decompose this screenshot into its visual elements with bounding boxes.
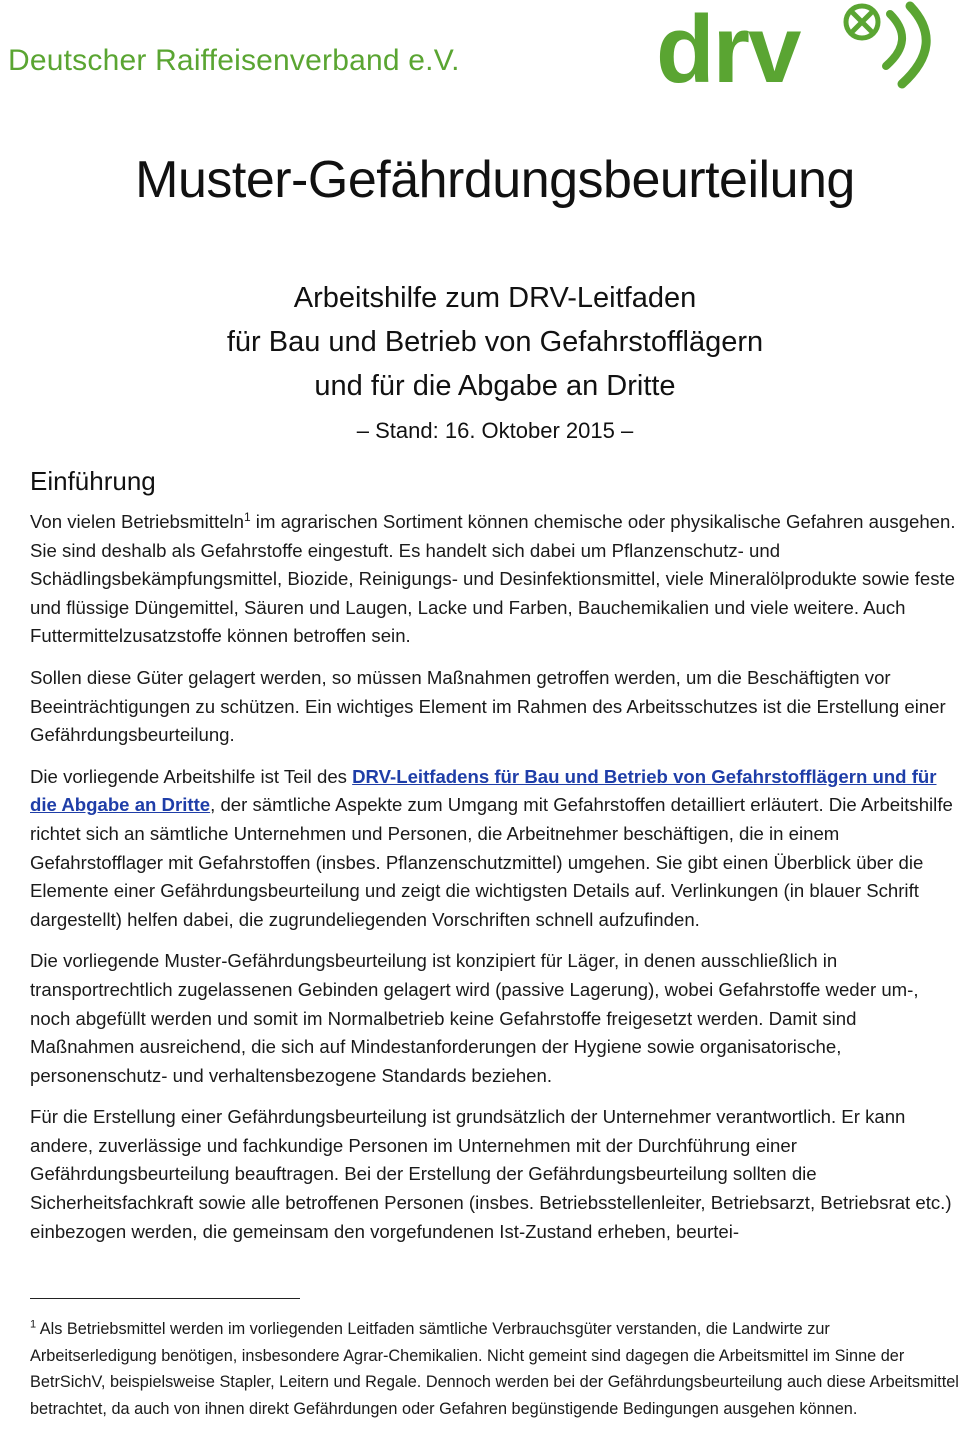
subtitle-line-1: Arbeitshilfe zum DRV-Leitfaden [293, 282, 697, 314]
paragraph-1-rest: im agrarischen Sortiment können chemische oder physikalische Gefahren ausgehen. Sie sind deshalb als Gefahrstoffe eingestuft. Es handelt sich dabei um Pflanzenschutz- und Schädlingsbekämpfungsmittel, Biozide, Reinigungs- und Desinfektionsmittel, viele Mineralölprodukte sowie feste und flüssige Düngemittel, Säuren und Laugen, Lacke und Farben, Bauchemikalien und viele weitere. Auch Futtermittelzusatzstoffe können betroffen sein. [30, 511, 956, 647]
body-text [30, 508, 960, 1259]
footnote-text: Als Betriebsmittel werden im vorliegenden Leitfaden sämtliche Verbrauchsgüter verstanden, die Landwirte zur Arbeitserledigung benötigen, insbesondere Agrar-Chemikalien. Nicht gemeint sind dagegen die Arbeitsmittel im Sinne der BetrSichV, beispielsweise Stapler, Leitern und Regale. Dennoch werden bei der Gefährdungsbeurteilung auch diese Arbeitsmittel betrachtet, da auch von ihnen direkt Gefährdungen oder Gefahren begünstigende Bedingungen ausgehen können. [30, 1320, 959, 1418]
raiffeisen-emblem-icon [846, 6, 926, 84]
paragraph-3-start: Die vorliegende Arbeitshilfe ist Teil des [30, 765, 353, 787]
footnote [30, 1316, 960, 1422]
paragraph-3 [30, 763, 960, 935]
subtitle-line-3: und für die Abgabe an Dritte [314, 370, 676, 402]
drv-guide-link[interactable]: DRV-Leitfadens für Bau und Betrieb von Gefahrstofflägern und für die Abgabe an Dritte [30, 765, 937, 816]
organization-name: Deutscher Raiffeisenverband e.V. [8, 44, 460, 77]
document-subtitle [0, 276, 960, 408]
drv-logo-text: drv [656, 0, 800, 100]
footnote-marker: 1 [30, 1318, 37, 1331]
subtitle-line-2: für Bau und Betrieb von Gefahrstofflägern [226, 326, 764, 358]
paragraph-5: Für die Erstellung einer Gefährdungsbeurteilung ist grundsätzlich der Unternehmer verantwortlich. Er kann andere, zuverlässige und fachkundige Personen im Unternehmen mit der Durchführung einer Gefährdungsbeurteilung beauftragen. Bei der Erstellung der Gefährdungsbeurteilung sollten die Sicherheitsfachkraft sowie alle betroffenen Personen (insbes. Betriebsstellenleiter, Betriebsarzt, Betriebsrat etc.) einbezogen werden, die gemeinsam den vorgefundenen Ist-Zustand erheben, beurtei- [30, 1106, 952, 1242]
paragraph-1 [30, 508, 960, 651]
footnote-reference[interactable]: 1 [243, 509, 251, 524]
footnote-separator [30, 1298, 300, 1299]
paragraph-3-rest: , der sämtliche Aspekte zum Umgang mit Gefahrstoffen detailliert erläutert. Die Arbeitshilfe richtet sich an sämtliche Unternehmen und Personen, die Arbeitnehmer beschäftigen, die in einem Gefahrstofflager mit Gefahrstoffen (insbes. Pflanzenschutzmittel) umgehen. Sie gibt einen Überblick über die Elemente einer Gefährdungsbeurteilung und zeigt die wichtigsten Details auf. Verlinkungen (in blauer Schrift dargestellt) helfen dabei, die zugrundeliegenden Vorschriften schnell aufzufinden. [30, 794, 953, 930]
document-title: Muster-Gefährdungsbeurteilung [135, 151, 855, 209]
document-date: – Stand: 16. Oktober 2015 – [356, 418, 634, 443]
paragraph-4: Die vorliegende Muster-Gefährdungsbeurteilung ist konzipiert für Läger, in denen ausschließlich in transportrechtlich zugelassenen Gebinden gelagert wird (passive Lagerung), wobei Gefahrstoffe weder um-, noch abgefüllt werden und somit im Normalbetrieb keine Gefahrstoffe freigesetzt werden. Damit sind Maßnahmen ausreichend, die sich auf Mindestanforderungen der Hygiene sowie organisatorische, personenschutz- und verhaltensbezogene Standards beziehen. [30, 950, 919, 1086]
section-heading: Einführung [30, 466, 156, 496]
paragraph-2: Sollen diese Güter gelagert werden, so müssen Maßnahmen getroffen werden, um die Beschäftigten vor Beeinträchtigungen zu schützen. Ein wichtiges Element im Rahmen des Arbeitsschutzes ist die Erstellung einer Gefährdungsbeurteilung. [30, 666, 946, 746]
drv-logo [654, 0, 954, 100]
paragraph-1-start: Von vielen Betriebsmitteln [30, 511, 244, 532]
